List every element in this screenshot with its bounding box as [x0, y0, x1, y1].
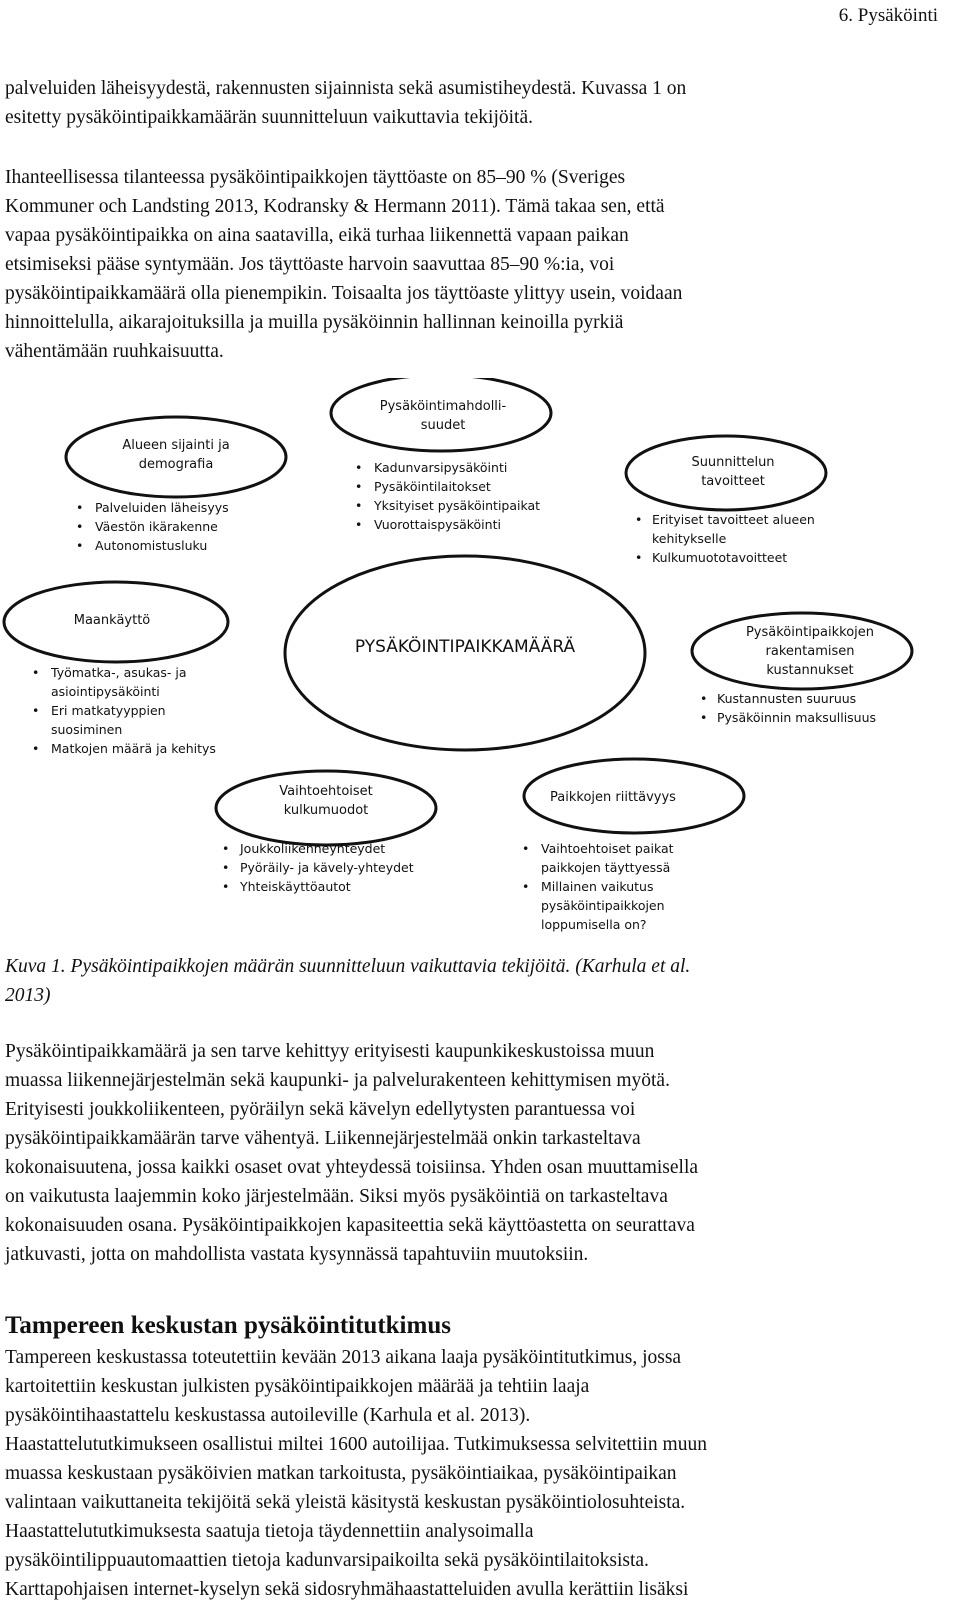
factor-bullet: •: [355, 479, 363, 494]
factor-title: Vaihtoehtoiset: [279, 784, 373, 799]
factor-item: Millainen vaikutus: [541, 879, 654, 894]
text-line: muassa liikennejärjestelmän sekä kaupunki- ja palvelurakenteen kehittymisen myötä.: [5, 1070, 670, 1091]
text-line: jatkuvasti, jotta on mahdollista vastata kysynnässä tapahtuviin muutoksiin.: [5, 1244, 589, 1265]
text-line: on vaikutusta laajemmin koko järjestelmään. Siksi myös pysäköintiä on tarkasteltava: [5, 1186, 668, 1207]
factor-bullet: •: [355, 517, 363, 532]
factor-bullet: •: [700, 691, 708, 706]
text-line: pysäköintilippuautomaattien tietoja kadunvarsipaikoilta sekä pysäköintilaitoksista.: [5, 1550, 649, 1571]
factor-bullet: •: [76, 500, 84, 515]
factor-bullet: •: [522, 841, 530, 856]
factor-item: Vaihtoehtoiset paikat: [541, 841, 674, 856]
paragraph-occupancy: [5, 163, 953, 366]
text-line: vapaa pysäköintipaikka on aina saatavilla, eikä turhaa liikennettä vapaan paikan: [5, 225, 629, 246]
factor-bullet: •: [32, 703, 40, 718]
text-line: Haastattelututkimukseen osallistui miltei 1600 autoilijaa. Tutkimuksessa selvitettiin muun: [5, 1434, 707, 1455]
factor-item: Joukkoliikenneyhteydet: [240, 841, 386, 856]
factor-item: paikkojen täyttyessä: [541, 860, 671, 875]
factor-item: Työmatka-, asukas- ja: [51, 665, 187, 680]
factor-item: Kustannusten suuruus: [717, 691, 857, 706]
text-line: kartoitettiin keskustan julkisten pysäköintipaikkojen määrää ja tehtiin laaja: [5, 1376, 590, 1397]
section-heading: Tampereen keskustan pysäköintitutkimus: [5, 1312, 451, 1339]
factor-item: Vuorottaispysäköinti: [374, 517, 501, 532]
factor-item: Pysäköinnin maksullisuus: [717, 710, 877, 725]
factor-bullet: •: [700, 710, 708, 725]
factor-title: Alueen sijainti ja: [122, 438, 230, 453]
text-line: Karttapohjaisen internet-kyselyn sekä sidosryhmähaastatteluiden avulla kerättiin lisäksi: [5, 1579, 689, 1600]
factor-title: kulkumuodot: [283, 803, 369, 818]
text-line: kokonaisuuden osana. Pysäköintipaikkojen kapasiteettia sekä käyttöastetta on seurattava: [5, 1215, 695, 1236]
factor-title: Pysäköintimahdolli-: [379, 399, 507, 414]
factor-item: asiointipysäköinti: [51, 684, 160, 699]
paragraph-intro: [5, 74, 953, 132]
text-line: palveluiden läheisyydestä, rakennusten sijainnista sekä asumistiheydestä. Kuvassa 1 on: [5, 78, 687, 99]
factor-bullet: •: [32, 741, 40, 756]
factor-item: suosiminen: [51, 722, 123, 737]
factor-item: Eri matkatyyppien: [51, 703, 166, 718]
paragraph-tampere-study: [5, 1343, 953, 1604]
factors-diagram: [0, 378, 960, 948]
factor-title: Suunnittelun: [691, 455, 775, 470]
factor-item: kehitykselle: [652, 531, 727, 546]
factors-diagram-svg: [0, 378, 960, 948]
factor-item: Palveluiden läheisyys: [95, 500, 229, 515]
factor-ellipse-possibilities: [331, 378, 551, 451]
factor-title: Maankäyttö: [73, 613, 151, 628]
factor-title: demografia: [138, 457, 214, 472]
factor-title: tavoitteet: [701, 474, 765, 489]
text-line: pysäköintihaastattelu keskustassa autoileville (Karhula et al. 2013).: [5, 1405, 531, 1426]
caption-line: 2013): [5, 985, 51, 1006]
factor-bullet: •: [635, 550, 643, 565]
figure-caption: [5, 952, 953, 1010]
text-line: esitetty pysäköintipaikkamäärän suunnitteluun vaikuttavia tekijöitä.: [5, 107, 533, 128]
text-line: vähentämään ruuhkaisuutta.: [5, 341, 224, 362]
factor-bullet: •: [355, 460, 363, 475]
text-line: Kommuner och Landsting 2013, Kodransky & Hermann 2011). Tämä takaa sen, että: [5, 196, 665, 217]
text-line: kokonaisuutena, jossa kaikki osaset ovat yhteydessä toisiinsa. Yhden osan muuttamisella: [5, 1157, 699, 1178]
factor-item: Pyöräily- ja kävely-yhteydet: [240, 860, 414, 875]
factor-title: suudet: [420, 418, 466, 433]
text-line: Erityisesti joukkoliikenteen, pyöräilyn sekä kävelyn edellytysten parantuessa voi: [5, 1099, 636, 1120]
factor-bullet: •: [222, 841, 230, 856]
factor-title: Pysäköintipaikkojen: [745, 625, 875, 640]
factor-item: Matkojen määrä ja kehitys: [51, 741, 216, 756]
text-line: Pysäköintipaikkamäärä ja sen tarve kehittyy erityisesti kaupunkikeskustoissa muun: [5, 1041, 655, 1062]
factor-item: loppumisella on?: [541, 917, 647, 932]
factor-item: Kulkumuototavoitteet: [652, 550, 788, 565]
text-line: pysäköintipaikkamäärä olla pienempikin. Toisaalta jos täyttöaste ylittyy usein, voidaan: [5, 283, 683, 304]
factor-title: kustannukset: [766, 663, 854, 678]
factor-item: Väestön ikärakenne: [95, 519, 218, 534]
text-line: pysäköintipaikkamäärän tarve vähentyä. Liikennejärjestelmää onkin tarkasteltava: [5, 1128, 641, 1149]
factor-bullet: •: [355, 498, 363, 513]
factor-bullet: •: [76, 538, 84, 553]
text-line: Haastattelututkimuksesta saatuja tietoja täydennettiin analysoimalla: [5, 1521, 534, 1542]
caption-line: Kuva 1. Pysäköintipaikkojen määrän suunnitteluun vaikuttavia tekijöitä. (Karhula et al.: [5, 956, 691, 977]
factor-bullet: •: [222, 879, 230, 894]
factor-bullet: •: [76, 519, 84, 534]
factor-title: Paikkojen riittävyys: [550, 790, 676, 805]
factor-bullet: •: [32, 665, 40, 680]
text-line: Ihanteellisessa tilanteessa pysäköintipaikkojen täyttöaste on 85–90 % (Sveriges: [5, 167, 626, 188]
text-line: hinnoittelulla, aikarajoituksilla ja muilla pysäköinnin hallinnan keinoilla pyrkiä: [5, 312, 624, 333]
factor-bullet: •: [635, 512, 643, 527]
factor-ellipse-planning-goals: [626, 436, 826, 510]
text-line: muassa keskustaan pysäköivien matkan tarkoitusta, pysäköintiaikaa, pysäköintipaikan: [5, 1463, 677, 1484]
factor-item: Autonomistusluku: [95, 538, 208, 553]
text-line: etsimiseksi pääse syntymään. Jos täyttöaste harvoin saavuttaa 85–90 %:ia, voi: [5, 254, 615, 275]
factor-item: pysäköintipaikkojen: [541, 898, 665, 913]
factor-item: Yksityiset pysäköintipaikat: [374, 498, 541, 513]
factor-item: Pysäköintilaitokset: [374, 479, 491, 494]
text-line: Tampereen keskustassa toteutettiin kevään 2013 aikana laaja pysäköintitutkimus, jossa: [5, 1347, 682, 1368]
factor-item: Kadunvarsipysäköinti: [374, 460, 508, 475]
center-label: PYSÄKÖINTIPAIKKAMÄÄRÄ: [354, 637, 576, 657]
factor-bullet: •: [522, 879, 530, 894]
factor-item: Erityiset tavoitteet alueen: [652, 512, 815, 527]
factor-item: Yhteiskäyttöautot: [240, 879, 351, 894]
factor-bullet: •: [222, 860, 230, 875]
text-line: valintaan vaikuttaneita tekijöitä sekä yleistä käsitystä keskustan pysäköintiolosuhteista.: [5, 1492, 686, 1513]
factor-title: rakentamisen: [765, 644, 855, 659]
paragraph-development: [5, 1037, 953, 1269]
running-header: 6. Pysäköinti: [838, 5, 938, 26]
